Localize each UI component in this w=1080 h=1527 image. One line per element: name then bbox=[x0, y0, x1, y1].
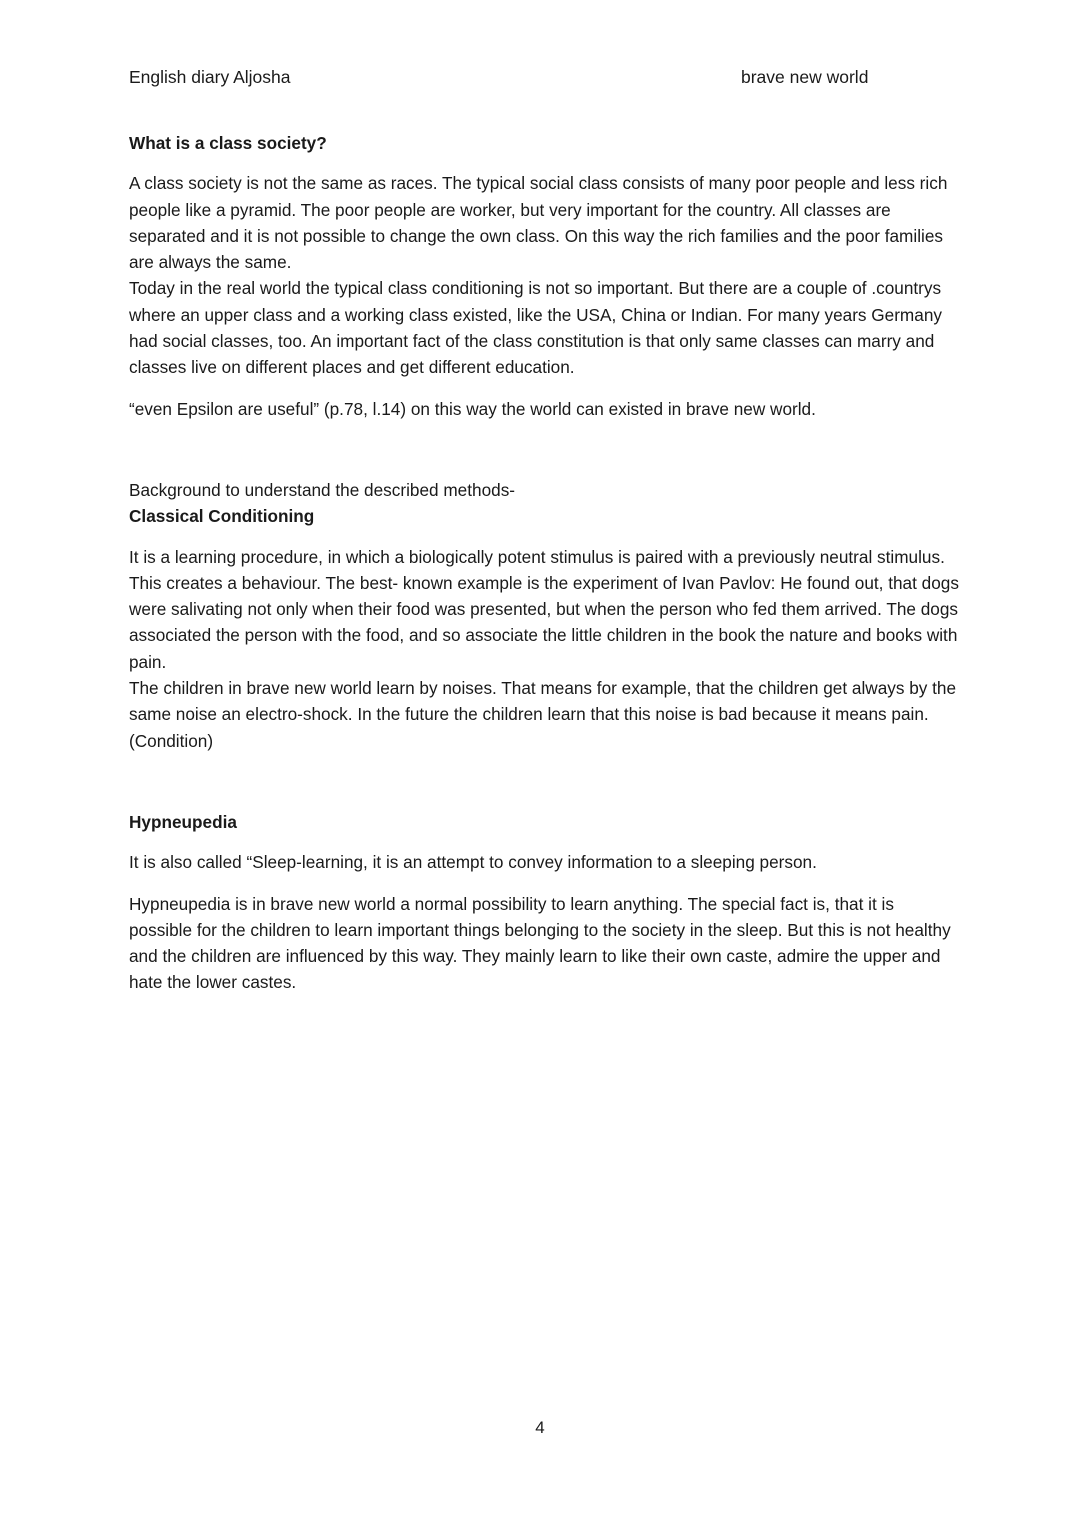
paragraph-hypneupedia-definition: It is also called “Sleep-learning, it is an attempt to convey information to a sleeping person. bbox=[129, 852, 817, 873]
header-author: English diary Aljosha bbox=[129, 67, 291, 87]
paragraph-epsilon-quote: “even Epsilon are useful” (p.78, l.14) on this way the world can existed in brave new world. bbox=[129, 398, 816, 419]
header-title: brave new world bbox=[741, 67, 869, 87]
page-number: 4 bbox=[535, 1418, 545, 1437]
section-heading-class-society: What is a class society? bbox=[129, 133, 327, 153]
paragraph-background-intro: Background to understand the described methods- bbox=[129, 479, 516, 500]
paragraph-hypneupedia-brave-new-world: Hypneupedia is in brave new world a normal possibility to learn anything. The special fact is, that it is possible for the children to learn important things belonging to the society in the sleep. But this is not healthy and the children are influenced by this way. They mainly learn to like their own caste, admire the upper and hate the lower castes. bbox=[129, 893, 951, 993]
section-heading-classical-conditioning: Classical Conditioning bbox=[129, 506, 315, 527]
paragraph-conditioning-definition: It is a learning procedure, in which a biologically potent stimulus is paired with a previously neutral stimulus. This creates a behaviour. The best- known example is the experiment of Ivan Pavlov: He found out, that dogs were salivating not only when their food was presented, but when the person who fed them arrived. The dogs associated the person with the food, and so associate the little children in the book the nature and books with pain. bbox=[129, 546, 959, 672]
paragraph-class-society-definition: A class society is not the same as races. The typical social class consists of many poor people and less rich people like a pyramid. The poor people are worker, but very important for the country. All classes are separated and it is not possible to change the own class. On this way the rich families and the poor families are always the same. bbox=[129, 173, 948, 273]
paragraph-class-society-today: Today in the real world the typical class conditioning is not so important. But there are a couple of .countrys where an upper class and a working class existed, like the USA, China or Indian. For many years Germany had social classes, too. An important fact of the class constitution is that only same classes can marry and classes live on different places and get different education. bbox=[129, 278, 942, 378]
document-body bbox=[129, 130, 959, 996]
paragraph-conditioning-noises: The children in brave new world learn by noises. That means for example, that the children get always by the same noise an electro-shock. In the future the children learn that this noise is bad because it means pain. (Condition) bbox=[129, 678, 957, 751]
section-heading-hypneupedia: Hypneupedia bbox=[129, 811, 237, 832]
